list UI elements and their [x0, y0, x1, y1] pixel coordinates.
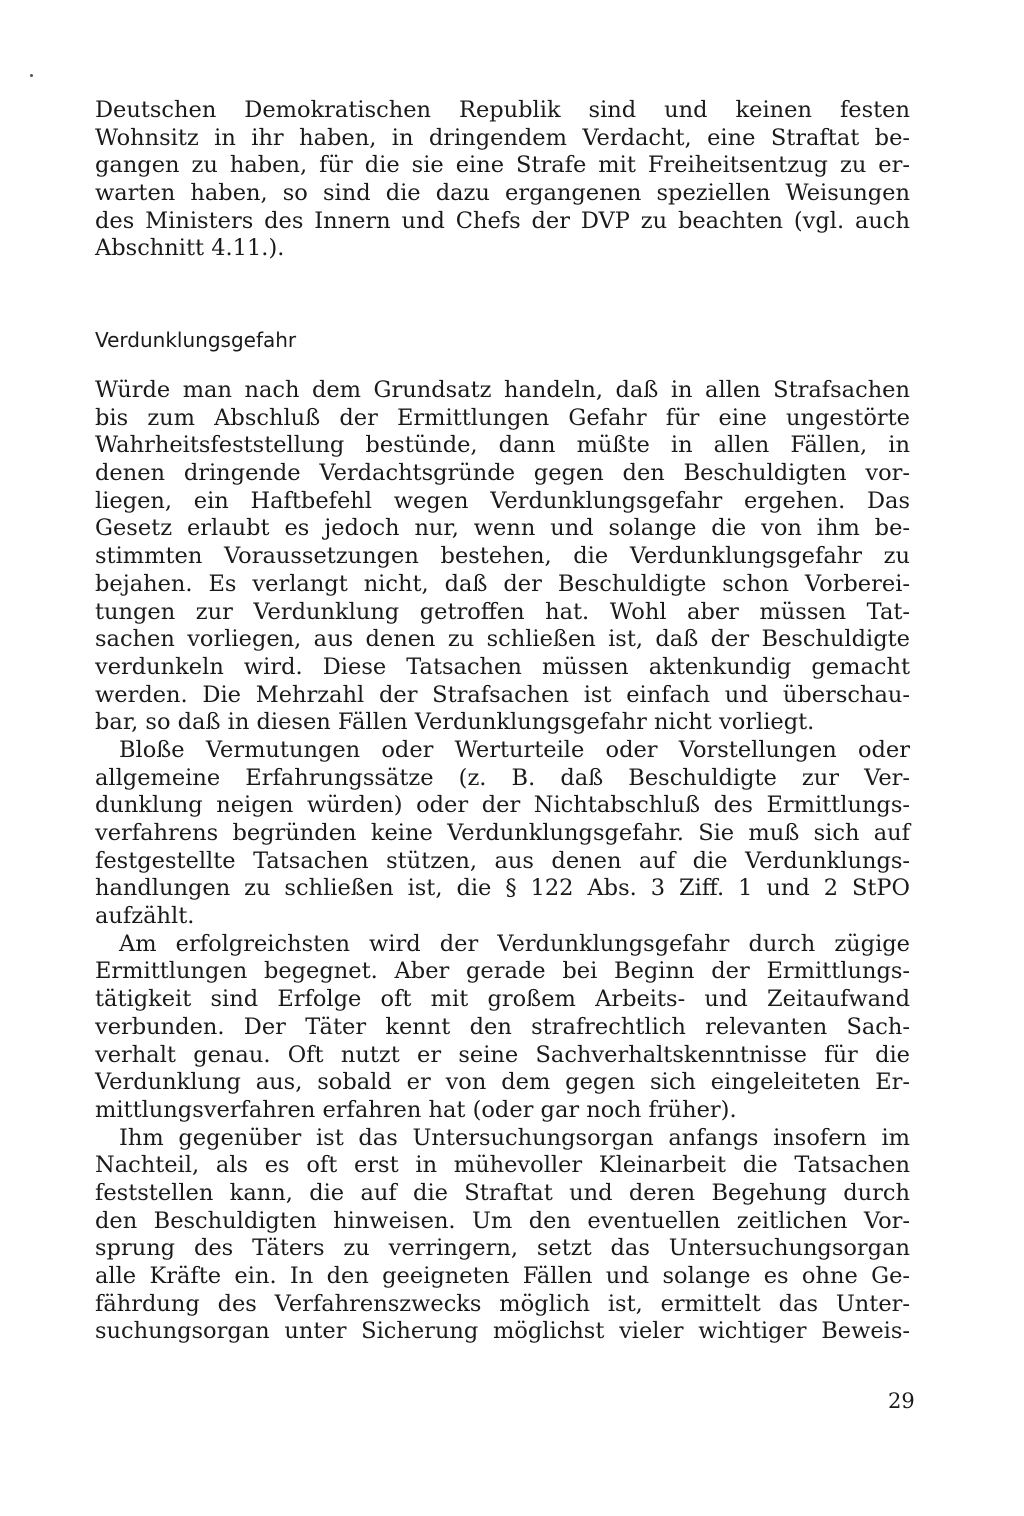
text-line: Bloße Vermutungen oder Werturteile oder Vorstellungen oder — [119, 736, 910, 763]
intro-paragraph — [95, 97, 910, 263]
text-line: werden. Die Mehrzahl der Strafsachen ist einfach und überschau- — [95, 681, 910, 708]
text-line: denen dringende Verdachtsgründe gegen den Beschuldigten vor- — [95, 460, 910, 487]
section-body — [95, 377, 910, 1346]
text-line: Verdunklung aus, sobald er von dem gegen sich eingeleiteten Er- — [95, 1069, 910, 1096]
text-line: tungen zur Verdunklung getroffen hat. Wohl aber müssen Tat- — [95, 598, 910, 625]
text-line: stimmten Voraussetzungen bestehen, die Verdunklungsgefahr zu — [95, 543, 910, 570]
text-line: Ihm gegenüber ist das Untersuchungsorgan anfangs insofern im — [119, 1124, 910, 1151]
text-line: bis zum Abschluß der Ermittlungen Gefahr für eine ungestörte — [95, 404, 910, 431]
text-line: warten haben, so sind die dazu ergangenen speziellen Weisungen — [95, 180, 910, 207]
text-line: verbunden. Der Täter kennt den strafrechtlich relevanten Sach- — [95, 1013, 910, 1040]
text-line: Ermittlungen begegnet. Aber gerade bei Beginn der Ermittlungs- — [95, 958, 910, 985]
text-line: handlungen zu schließen ist, die § 122 Abs. 3 Ziff. 1 und 2 StPO — [95, 875, 910, 902]
text-line: mittlungsverfahren erfahren hat (oder gar noch früher). — [95, 1096, 737, 1123]
text-line: aufzählt. — [95, 903, 195, 930]
scan-speck — [30, 74, 33, 77]
text-line: Würde man nach dem Grundsatz handeln, daß in allen Strafsachen — [95, 377, 910, 403]
text-line: sachen vorliegen, aus denen zu schließen ist, daß der Beschuldigte — [95, 626, 910, 653]
text-line: festgestellte Tatsachen stützen, aus denen auf die Verdunklungs- — [95, 847, 910, 874]
text-line: verdunkeln wird. Diese Tatsachen müssen aktenkundig gemacht — [95, 653, 910, 680]
text-line: allgemeine Erfahrungssätze (z. B. daß Beschuldigte zur Ver- — [95, 764, 910, 791]
text-line: verhalt genau. Oft nutzt er seine Sachverhaltskenntnisse für die — [95, 1041, 910, 1068]
text-line: feststellen kann, die auf die Straftat und deren Begehung durch — [95, 1179, 910, 1206]
text-line: gangen zu haben, für die sie eine Strafe mit Freiheitsentzug zu er- — [95, 152, 910, 179]
text-line: des Ministers des Innern und Chefs der DVP zu beachten (vgl. auch — [95, 207, 910, 234]
text-line: tätigkeit sind Erfolge oft mit großem Arbeits- und Zeitaufwand — [95, 986, 910, 1013]
page-number: 29 — [888, 1389, 915, 1413]
text-line: Gesetz erlaubt es jedoch nur, wenn und solange die von ihm be- — [95, 515, 910, 542]
section-heading: Verdunklungsgefahr — [95, 328, 297, 352]
text-line: liegen, ein Haftbefehl wegen Verdunklungsgefahr ergehen. Das — [95, 487, 910, 514]
text-line: verfahrens begründen keine Verdunklungsgefahr. Sie muß sich auf — [95, 820, 910, 846]
text-line: fährdung des Verfahrenszwecks möglich ist, ermittelt das Unter- — [95, 1290, 910, 1317]
text-line: alle Kräfte ein. In den geeigneten Fällen und solange es ohne Ge- — [95, 1263, 910, 1289]
text-line: sprung des Täters zu verringern, setzt das Untersuchungsorgan — [95, 1235, 910, 1262]
text-line: dunklung neigen würden) oder der Nichtabschluß des Ermittlungs- — [95, 792, 910, 819]
text-line: bejahen. Es verlangt nicht, daß der Beschuldigte schon Vorberei- — [95, 570, 910, 597]
text-line: Deutschen Demokratischen Republik sind und keinen festen — [95, 97, 910, 123]
text-line: Am erfolgreichsten wird der Verdunklungsgefahr durch zügige — [119, 930, 910, 957]
text-line: Abschnitt 4.11.). — [95, 235, 285, 262]
text-line: Wohnsitz in ihr haben, in dringendem Verdacht, eine Straftat be- — [95, 124, 910, 151]
text-line: suchungsorgan unter Sicherung möglichst vieler wichtiger Beweis- — [95, 1318, 910, 1345]
text-line: Nachteil, als es oft erst in mühevoller Kleinarbeit die Tatsachen — [95, 1152, 910, 1179]
text-line: Wahrheitsfeststellung bestünde, dann müßte in allen Fällen, in — [95, 432, 910, 459]
text-line: bar, so daß in diesen Fällen Verdunklungsgefahr nicht vorliegt. — [95, 709, 815, 736]
text-line: den Beschuldigten hinweisen. Um den eventuellen zeitlichen Vor- — [95, 1207, 910, 1234]
